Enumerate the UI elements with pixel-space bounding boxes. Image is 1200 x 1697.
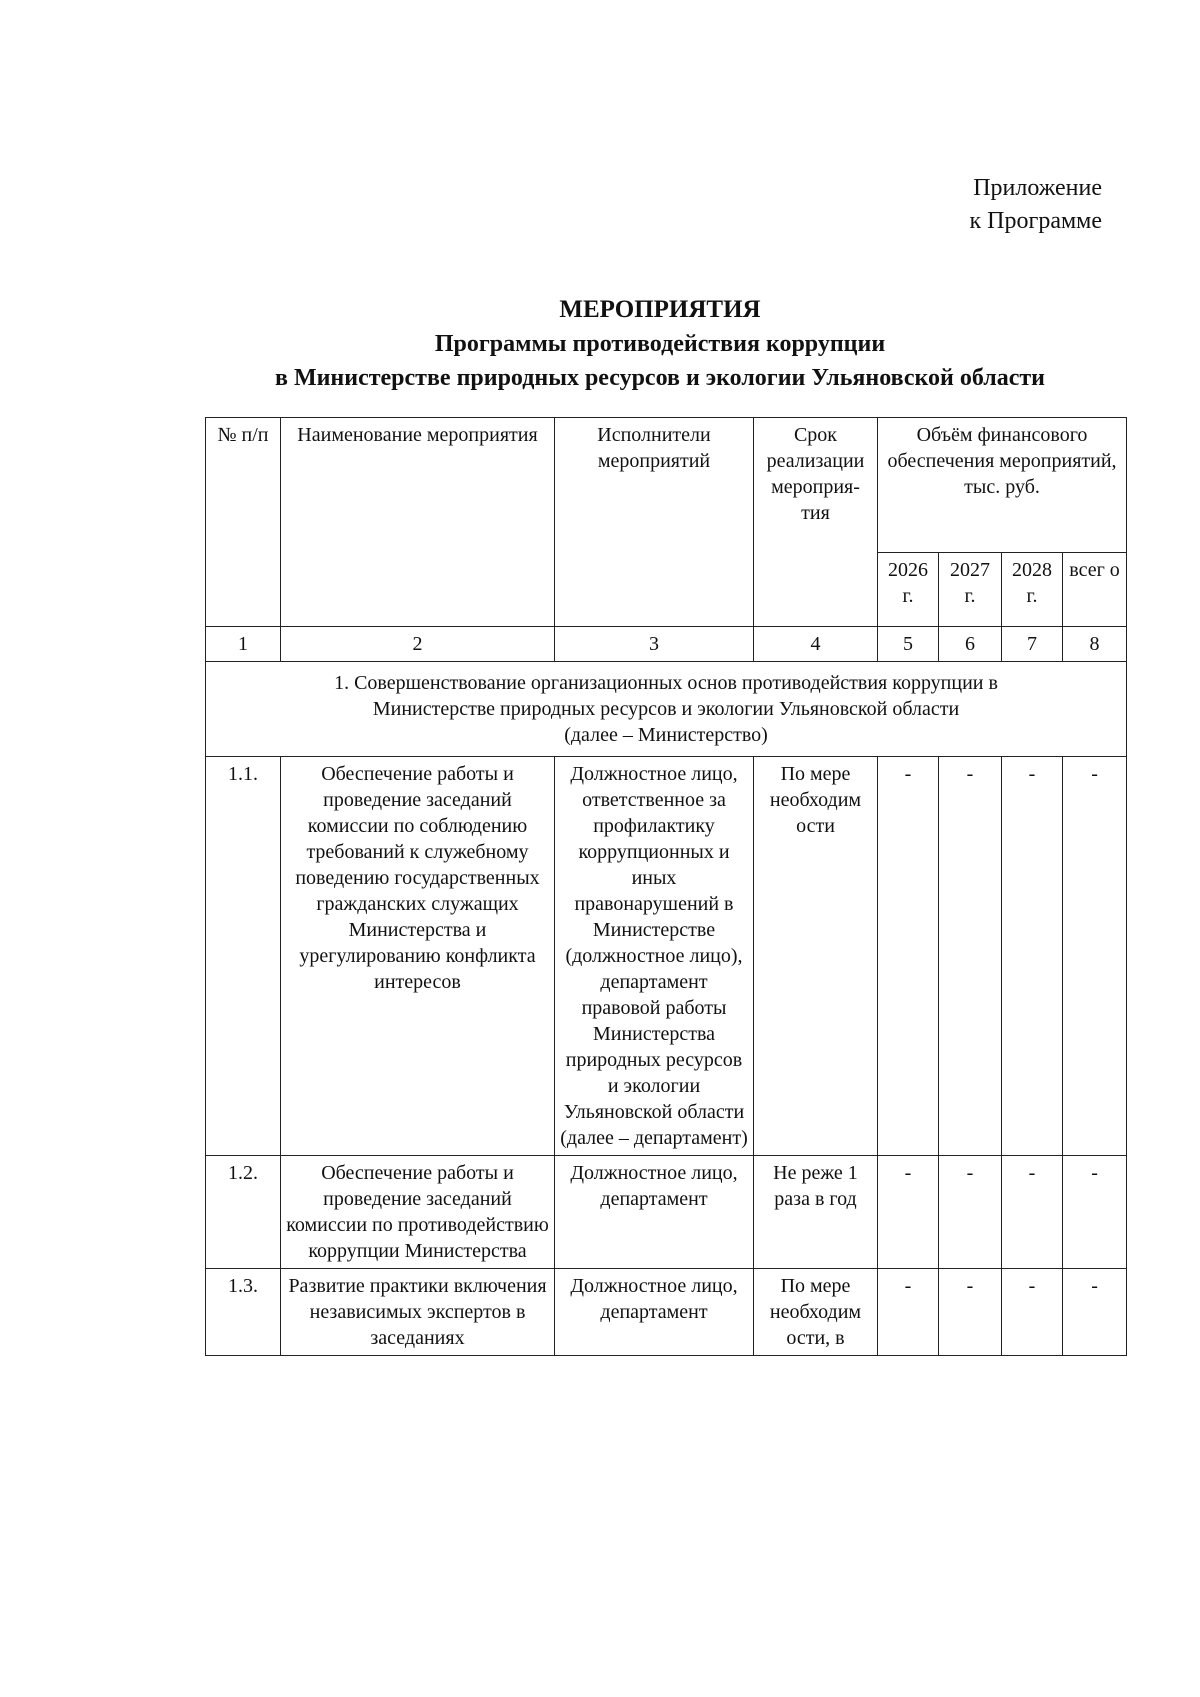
column-number: 3 (555, 627, 754, 662)
row-term: Не реже 1 раза в год (754, 1156, 878, 1269)
header-total: всег о (1063, 553, 1127, 627)
column-number: 8 (1063, 627, 1127, 662)
title-line-3: в Министерстве природных ресурсов и экологии Ульяновской области (274, 365, 1046, 391)
header-year-2026: 2026 г. (878, 553, 939, 627)
header-finance: Объём финансового обеспечения мероприятий, тыс. руб. (878, 418, 1127, 553)
section-line-3: (далее – Министерство) (564, 724, 768, 746)
row-2027: - (939, 757, 1002, 1156)
row-num: 1.3. (206, 1269, 281, 1356)
header-year-2028: 2028 г. (1002, 553, 1063, 627)
header-row (206, 418, 1127, 553)
title-line-1: МЕРОПРИЯТИЯ (559, 296, 761, 323)
row-2027: - (939, 1269, 1002, 1356)
row-2027: - (939, 1156, 1002, 1269)
column-number: 4 (754, 627, 878, 662)
row-2028: - (1002, 1269, 1063, 1356)
row-2028: - (1002, 757, 1063, 1156)
appendix-line-1: Приложение (973, 175, 1102, 201)
table-row (206, 1269, 1127, 1356)
table-row (206, 757, 1127, 1156)
row-term: По мере необходим ости (754, 757, 878, 1156)
section-line-1: 1. Совершенствование организационных основ противодействия коррупции в (334, 672, 998, 694)
row-executors: Должностное лицо, ответственное за профилактику коррупционных и иных правонарушений в Министерстве (должностное лицо), департамент правовой работы Министерства природных ресурсов и экологии Ульяновской области (далее – департамент) (555, 757, 754, 1156)
row-total: - (1063, 1269, 1127, 1356)
header-executors: Исполнители мероприятий (555, 418, 754, 627)
row-name: Развитие практики включения независимых экспертов в заседаниях (281, 1269, 555, 1356)
header-year-2027: 2027 г. (939, 553, 1002, 627)
row-name: Обеспечение работы и проведение заседаний комиссии по соблюдению требований к служебному поведению государственных гражданских служащих Министерства и урегулированию конфликта интересов (281, 757, 555, 1156)
document-title (160, 293, 1160, 395)
column-number: 6 (939, 627, 1002, 662)
title-line-2: Программы противодействия коррупции (434, 331, 886, 357)
row-executors: Должностное лицо, департамент (555, 1269, 754, 1356)
table-row (206, 1156, 1127, 1269)
header-name: Наименование мероприятия (281, 418, 555, 627)
appendix-line-2: к Программе (969, 208, 1102, 234)
row-2026: - (878, 1269, 939, 1356)
row-2028: - (1002, 1156, 1063, 1269)
section-line-2: Министерстве природных ресурсов и экологии Ульяновской области (372, 698, 960, 720)
row-name: Обеспечение работы и проведение заседаний комиссии по противодействию коррупции Министерства (281, 1156, 555, 1269)
column-number: 5 (878, 627, 939, 662)
row-2026: - (878, 1156, 939, 1269)
header-num: № п/п (206, 418, 281, 627)
column-number: 1 (206, 627, 281, 662)
measures-table (205, 417, 1127, 1356)
section-row (206, 662, 1127, 757)
row-term: По мере необходим ости, в (754, 1269, 878, 1356)
row-executors: Должностное лицо, департамент (555, 1156, 754, 1269)
row-2026: - (878, 757, 939, 1156)
appendix-note (969, 172, 1102, 238)
column-number: 2 (281, 627, 555, 662)
row-total: - (1063, 757, 1127, 1156)
column-number: 7 (1002, 627, 1063, 662)
header-term: Срок реализации мероприя-тия (754, 418, 878, 627)
row-total: - (1063, 1156, 1127, 1269)
column-numbers-row (206, 627, 1127, 662)
section-heading (206, 662, 1127, 757)
row-num: 1.1. (206, 757, 281, 1156)
row-num: 1.2. (206, 1156, 281, 1269)
